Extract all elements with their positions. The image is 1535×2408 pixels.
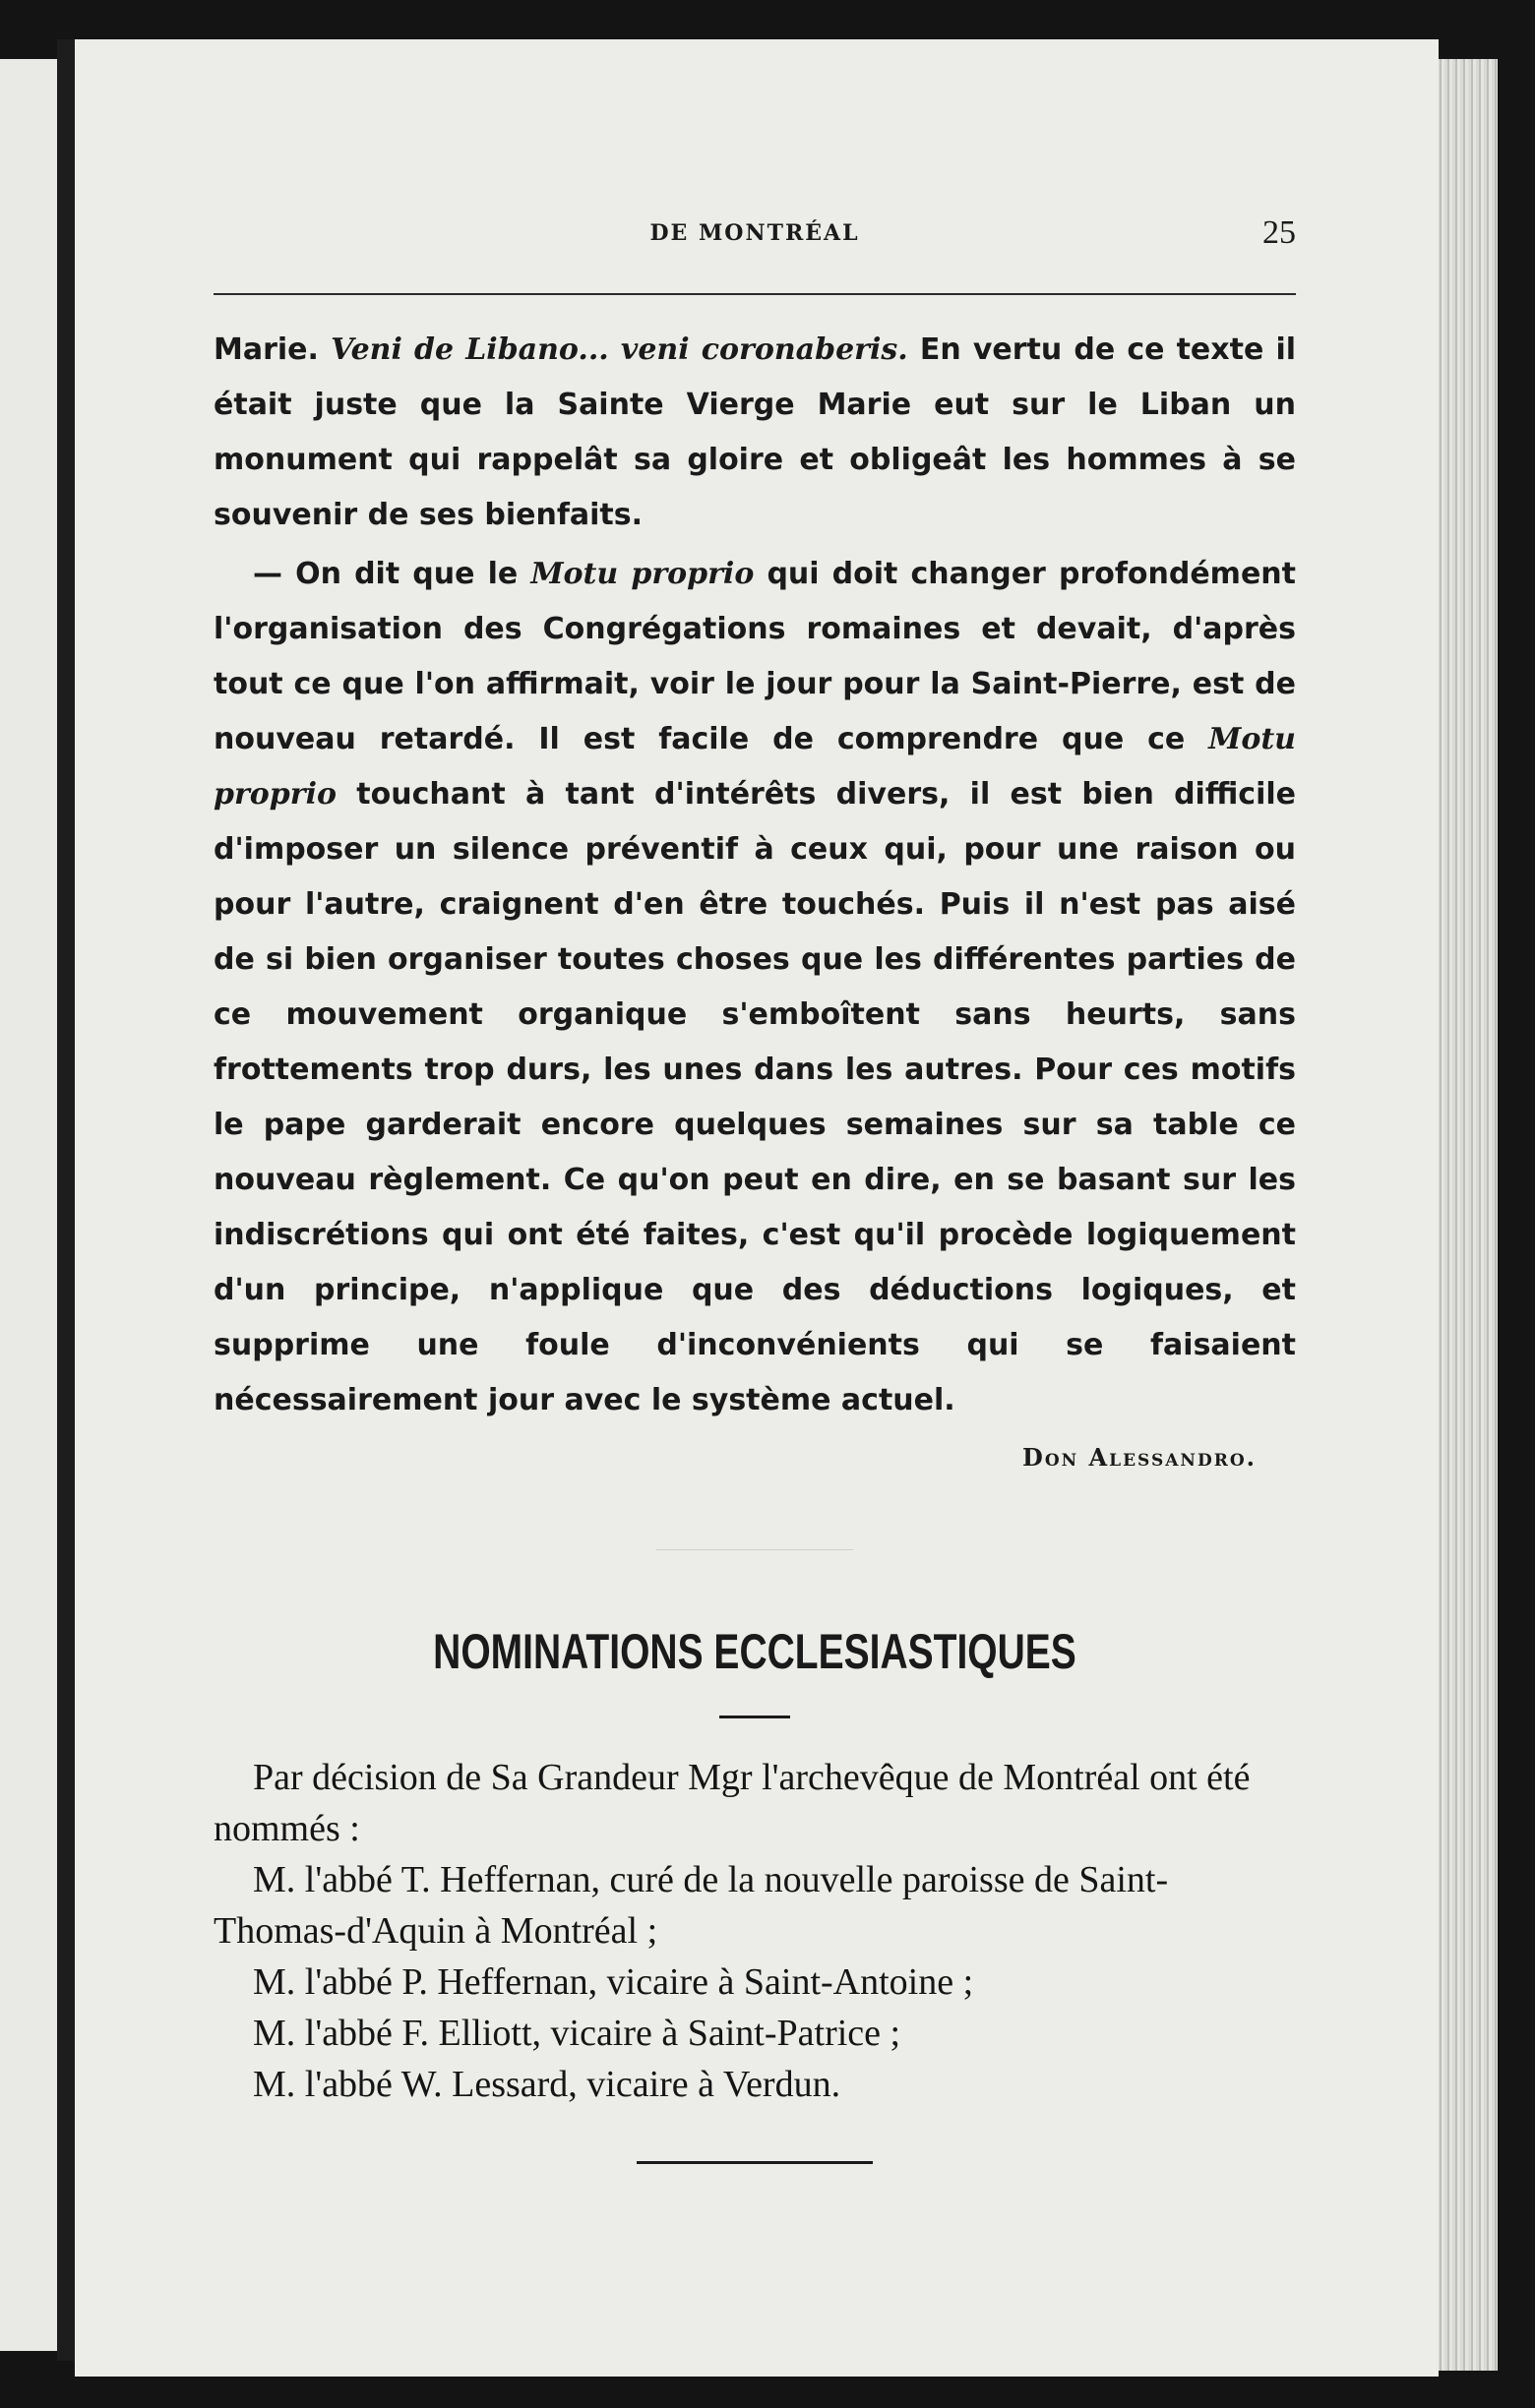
nominations-intro: Par décision de Sa Grandeur Mgr l'archevêque de Montréal ont été nommés : — [214, 1757, 1251, 1849]
header-rule — [214, 293, 1296, 295]
page-content — [214, 177, 1297, 2105]
paragraph-1-text-b: En vertu de ce texte il était juste que la Sainte Vierge Marie eut sur le Liban un monument qui rappelât sa gloire et obligeât les hommes à se souvenir de ses bienfaits. — [214, 332, 1297, 532]
end-rule — [637, 2161, 873, 2164]
section-separator — [656, 1549, 853, 1550]
nomination-item: M. l'abbé T. Heffernan, curé de la nouvelle paroisse de Saint-Thomas-d'Aquin à Montréal ; — [214, 1859, 1169, 1952]
motu-proprio-italic-1: Motu proprio — [530, 557, 755, 591]
book-page — [75, 39, 1439, 2377]
section-title: NOMINATIONS ECCLESIASTIQUES — [433, 1624, 1076, 1679]
page-header — [214, 177, 1296, 252]
nomination-item: M. l'abbé F. Elliott, vicaire à Saint-Patrice ; — [253, 2013, 901, 2054]
paragraph-1-text-a: Marie. — [214, 332, 332, 367]
latin-quote: Veni de Libano... veni coronaberis. — [331, 332, 908, 367]
title-rule — [719, 1716, 790, 1718]
article-body — [214, 323, 1296, 1485]
paragraph-2-text-a: — On dit que le — [253, 557, 531, 591]
running-head: DE MONTRÉAL — [649, 220, 860, 246]
paragraph-2-text-c: touchant à tant d'intérêts divers, il est bien difficile d'imposer un silence préventif à ceux qui, pour une raison ou pour l'autre, craignent d'en être touchés. Puis il n'est pas aisé de si bien organiser toutes choses que les différentes parties de ce mouvement organique s'emboîtent sans heurts, sans frottements trop durs, les unes dans les autres. Pour ces motifs le pape garderait encore quelques semaines sur sa table ce nouveau règlement. Ce qu'on peut en dire, en se basant sur les indiscrétions qui ont été faites, c'est qu'il procède logiquement d'un principe, n'applique que des déductions logiques, et supprime une foule d'inconvénients qui se faisaient nécessairement jour avec le système actuel. — [214, 777, 1296, 1417]
motu-proprio-italic-2: Motu proprio — [214, 722, 1296, 812]
facing-page-edge — [0, 59, 57, 2351]
article-paragraph-1 — [214, 323, 1296, 543]
article-paragraph-2 — [214, 547, 1296, 1428]
nominations-section — [214, 1549, 1296, 2164]
article-signature: Don Alessandro. — [1022, 1443, 1257, 1472]
nomination-item: M. l'abbé W. Lessard, vicaire à Verdun. — [253, 2064, 841, 2105]
page-stack-edge — [1429, 59, 1498, 2371]
nominations-body — [214, 1752, 1296, 2110]
nomination-item: M. l'abbé P. Heffernan, vicaire à Saint-Antoine ; — [253, 1961, 974, 2003]
page-number: 25 — [1262, 214, 1296, 251]
paragraph-2-text-b: qui doit changer profondément l'organisation des Congrégations romaines et devait, d'après tout ce que l'on affirmait, voir le jour pour la Saint-Pierre, est de nouveau retardé. Il est facile de comprendre que ce — [214, 557, 1296, 756]
